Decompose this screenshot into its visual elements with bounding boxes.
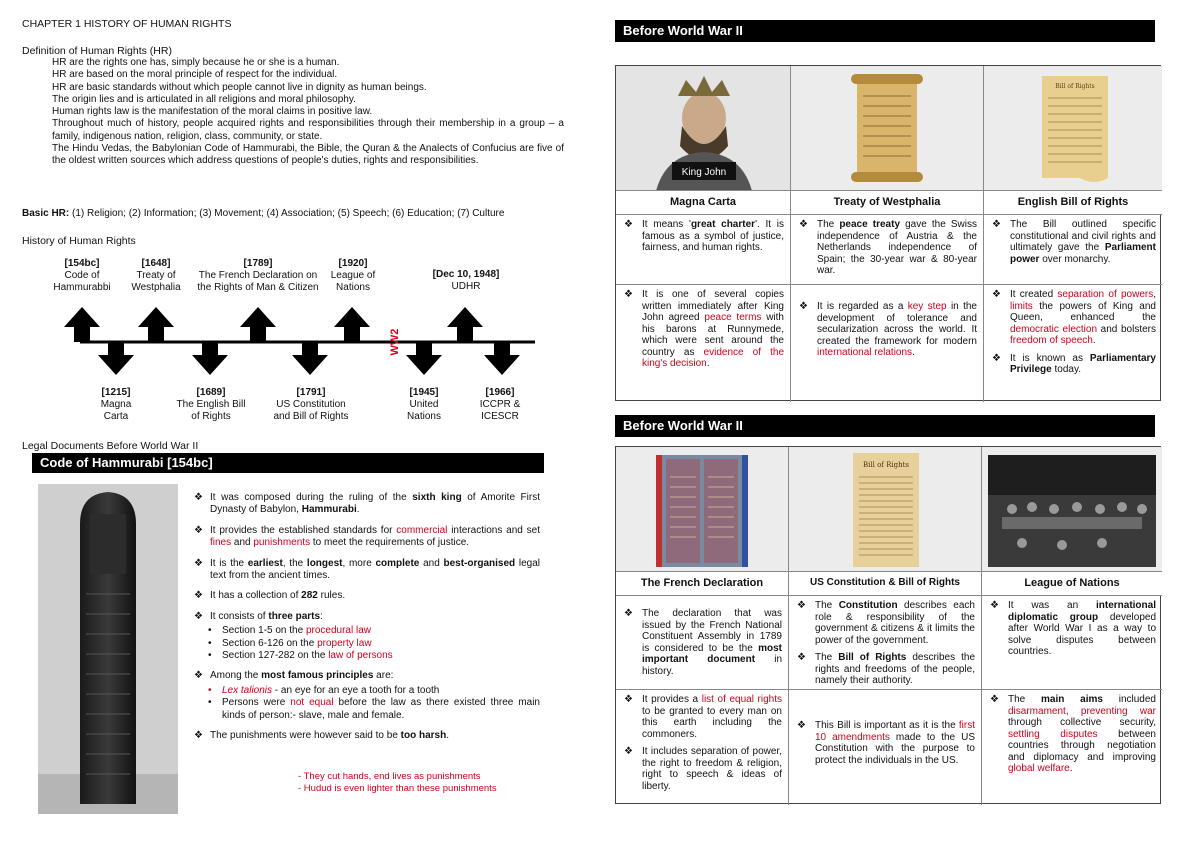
westphalia-cell-2: ❖ It is regarded as a key step in the development of tolerance and secularization across the world. It created the framework for modern international relations. — [791, 285, 984, 402]
table2 — [615, 446, 1161, 804]
league-cell-1: ❖ It was an international diplomatic group developed after World War I as a way to solve disputes between countries. — [982, 596, 1162, 690]
us-bill-of-rights-image — [789, 447, 982, 572]
french-cell-1: ❖ The declaration that was issued by the French National Constituent Assembly in 1789 is considered to be the most important document in history. — [616, 596, 789, 690]
timeline-label: [Dec 10, 1948] UDHR — [432, 269, 500, 292]
timeline-up-arrow — [334, 307, 370, 342]
hammurabi-bullets — [194, 492, 540, 751]
parchment-icon — [984, 66, 1162, 191]
timeline-up-arrow — [447, 307, 483, 342]
header-league-of-nations: League of Nations — [982, 572, 1162, 596]
definition-line: HR are basic standards without which people cannot live in dignity as human beings. — [52, 81, 427, 93]
sub-item: • Section 1-5 on the procedural law — [208, 625, 371, 637]
assembly-photo-icon — [982, 447, 1162, 572]
timeline-label: [1215] Magna Carta — [100, 387, 132, 422]
definition-list — [52, 57, 564, 168]
sub-item: • Section 127-282 on the law of persons — [208, 650, 393, 662]
declaration-tablet-icon — [616, 447, 789, 572]
bill-of-rights-caption: Bill of Rights — [1055, 83, 1095, 90]
timeline-up-arrow — [240, 307, 276, 342]
timeline-up-arrow — [138, 307, 174, 342]
scroll-icon — [791, 66, 984, 191]
legal-heading: Legal Documents Before World War II — [22, 440, 199, 452]
definition-line: The Hindu Vedas, the Babylonian Code of Hammurabi, the Bible, the Quran & the Analects of Confucius are five of the oldest written sources which address questions of people's duties, rights and responsibilities. — [52, 143, 564, 167]
ww2-marker: WW2 — [389, 328, 401, 356]
timeline-label: [1966] ICCPR & ICESCR — [479, 387, 521, 422]
header-us-constitution: US Constitution & Bill of Rights — [789, 572, 982, 596]
definition-line: HR are based on the moral principle of respect for the individual. — [52, 69, 338, 81]
note-line: - They cut hands, end lives as punishments — [298, 771, 481, 782]
timeline-label: [1789] The French Declaration on the Rights of Man & Citizen — [197, 258, 319, 293]
us-cell-1: ❖ The Constitution describes each role & responsibility of the government & citizens & it limits the power of the government. ❖ The Bill of Rights describes the rights and freedoms of the people, namely their authority. — [789, 596, 982, 690]
bullet-item: ❖ Among the most famous principles are: — [194, 670, 394, 682]
timeline-down-arrow — [98, 342, 134, 375]
table1-bar: Before World War II — [615, 20, 1155, 42]
bullet-item: ❖ The punishments were however said to be too harsh. — [194, 730, 450, 742]
document-icon — [789, 447, 982, 572]
bullet-item: ❖ It provides the established standards for commercial interactions and set fines and punishments to meet the requirements of justice. — [194, 524, 540, 549]
treaty-scroll-image — [791, 66, 984, 191]
timeline-down-arrow — [192, 342, 228, 375]
bullet-item: ❖ It consists of three parts: — [194, 610, 323, 622]
chapter-title: CHAPTER 1 HISTORY OF HUMAN RIGHTS — [22, 18, 232, 30]
timeline-label: [1689] The English Bill of Rights — [176, 387, 246, 422]
stele-icon — [38, 484, 178, 814]
king-john-image — [616, 66, 791, 191]
us-bill-caption: Bill of Rights — [862, 461, 910, 469]
header-magna-carta: Magna Carta — [616, 191, 791, 215]
timeline-down-arrow — [292, 342, 328, 375]
definition-line: The origin lies and is articulated in all religions and moral philosophy. — [52, 93, 356, 105]
hammurabi-stele-image — [38, 484, 178, 814]
bullet-item: ❖ It was composed during the ruling of the sixth king of Amorite First Dynasty of Babylon, Hammurabi. — [194, 492, 540, 516]
bullet-item: ❖ It has a collection of 282 rules. — [194, 590, 346, 602]
timeline-label: [1945] United Nations — [407, 387, 441, 422]
timeline-up-arrow — [64, 307, 100, 342]
magna-carta-cell-2: ❖ It is one of several copies written immediately after King John agreed peace terms with his barons at Runnymede, which were sent around the country as evidence of the king's decision. — [616, 285, 791, 402]
timeline-down-arrow — [406, 342, 442, 375]
table1 — [615, 65, 1161, 401]
basic-hr-items: (1) Religion; (2) Information; (3) Movement; (4) Association; (5) Speech; (6) Education; (7) Culture — [72, 208, 505, 219]
definition-line: Throughout much of history, people acquired rights and responsibilities through their membership in a group – a family, indigenous nation, religion, class, community, or state. — [52, 118, 564, 142]
english-bill-cell-2: ❖ It created separation of powers, limits the powers of King and Queen, enhanced the democratic election and bolsters freedom of speech. ❖ It is known as Parliamentary Privilege today. — [992, 289, 1156, 375]
basic-hr-label: Basic HR: — [22, 208, 70, 219]
westphalia-cell-1: ❖ The peace treaty gave the Swiss independence of Austria & the Netherlands independence of Spain; the 30-year war & 80-year war. — [791, 215, 984, 285]
hammurabi-bar: Code of Hammurabi [154bc] — [32, 453, 544, 473]
magna-carta-cell-1: ❖ It means 'great charter'. It is famous as a symbol of justice, fairness, and human rights. — [616, 215, 791, 285]
english-bill-cell-1: ❖ The Bill outlined specific constitutional and civil rights and ultimately gave the Parliament power over monarchy. — [984, 215, 1162, 285]
us-cell-2: ❖ This Bill is important as it is the first 10 amendments made to the US Constitution with the purpose to protect the individuals in the US. — [789, 690, 982, 805]
definition-line: Human rights law is the manifestation of the moral claims in positive law. — [52, 106, 373, 118]
league-of-nations-image — [982, 447, 1162, 572]
sub-item: • Lex talionis - an eye for an eye a tooth for a tooth — [208, 684, 440, 696]
timeline-label: [1648] Treaty of Westphalia — [131, 258, 181, 293]
league-cell-2: ❖ The main aims included disarmament, preventing war through collective security, settling disputes between countries through negotiation and diplomacy and improving global welfare. — [990, 694, 1156, 774]
king-portrait-icon — [616, 66, 791, 191]
sub-item: • Persons were not equal before the law as there existed three main kinds of person:- slave, male and female. — [208, 697, 540, 721]
french-declaration-image — [616, 447, 789, 572]
french-cell-2: ❖ It provides a list of equal rights to be granted to every man on this earth including the commoners. ❖ It includes separation of power, the right to freedom & religion, right to speech & ideas of liberty. — [616, 690, 789, 805]
english-bill-image — [984, 66, 1162, 191]
timeline-label: [1920] League of Nations — [330, 258, 376, 293]
header-english-bill: English Bill of Rights — [984, 191, 1162, 215]
timeline-down-arrow — [484, 342, 520, 375]
basic-hr — [22, 208, 504, 219]
timeline-label: [154bc] Code of Hammurabbi — [53, 258, 111, 293]
note-line: - Hudud is even lighter than these punishments — [298, 783, 497, 794]
history-heading: History of Human Rights — [22, 235, 136, 247]
bullet-item: ❖ It is the earliest, the longest, more complete and best-organised legal text from the ancient times. — [194, 557, 541, 582]
header-french-declaration: The French Declaration — [616, 572, 789, 596]
sub-item: • Section 6-126 on the property law — [208, 637, 372, 649]
definition-line: HR are the rights one has, simply because he or she is a human. — [52, 57, 340, 68]
definition-heading: Definition of Human Rights (HR) — [22, 45, 172, 57]
header-westphalia: Treaty of Westphalia — [791, 191, 984, 215]
king-john-caption: King John — [681, 167, 727, 178]
table2-bar: Before World War II — [615, 415, 1155, 437]
timeline-label: [1791] US Constitution and Bill of Rights — [273, 387, 349, 422]
